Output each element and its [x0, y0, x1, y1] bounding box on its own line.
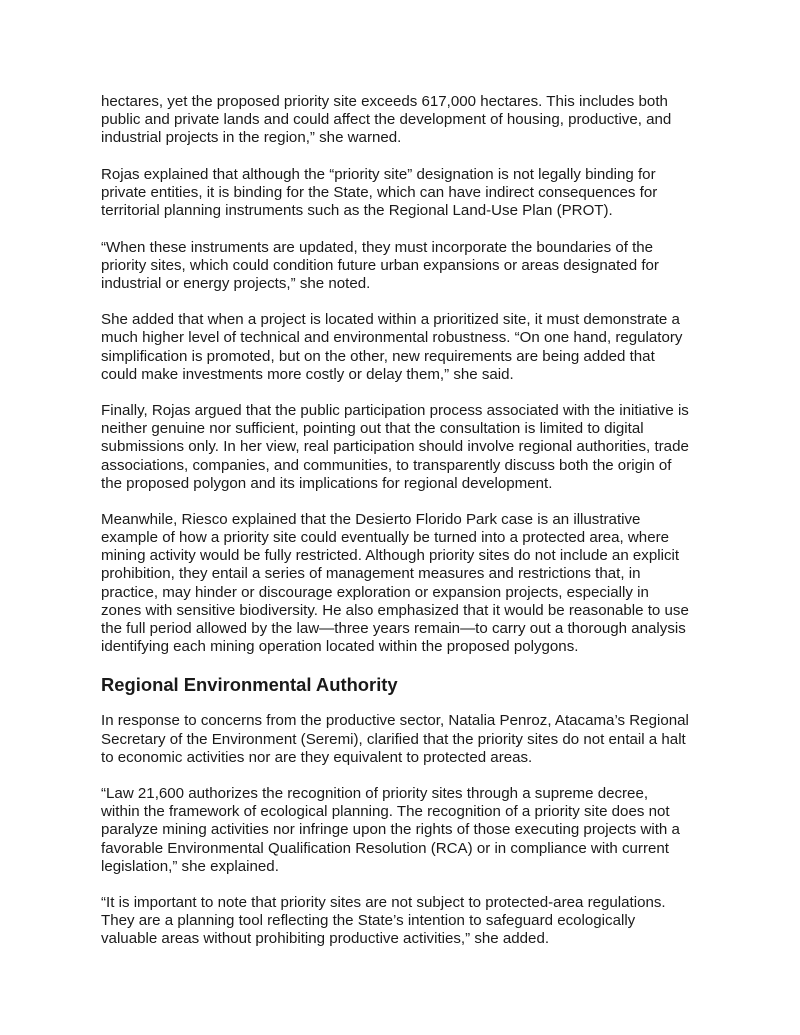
paragraph-priority-site-binding: Rojas explained that although the “priority site” designation is not legally binding for private entities, it is binding for the State, which can have indirect consequences for territorial planning instruments such as the Regional Land-Use Plan (PROT).: [101, 165, 658, 219]
paragraph-instruments-updated: “When these instruments are updated, they must incorporate the boundaries of the priority sites, which could condition future urban expansions or areas designated for industrial or energy projects,” she noted.: [101, 238, 659, 292]
paragraph-seremi-response: In response to concerns from the productive sector, Natalia Penroz, Atacama’s Regional Secretary of the Environment (Seremi), clarified that the priority sites do not entail a halt to economic activities nor are they equivalent to protected areas.: [101, 712, 689, 766]
paragraph-robustness: She added that when a project is located within a prioritized site, it must demonstrate a much higher level of technical and environmental robustness. “On one hand, regulatory simplification is promoted, but on the other, new requirements are being added that could make investments more costly or delay them,” she said.: [101, 311, 683, 383]
paragraph-public-participation: Finally, Rojas argued that the public participation process associated with the initiative is neither genuine nor sufficient, pointing out that the consultation is limited to digital submissions only. In her view, real participation should involve regional authorities, trade associations, companies, and communities, to transparently discuss both the origin of the proposed polygon and its implications for regional development.: [101, 402, 689, 492]
paragraph-desierto-florido: Meanwhile, Riesco explained that the Desierto Florido Park case is an illustrative example of how a priority site could eventually be turned into a protected area, where mining activity would be fully restricted. Although priority sites do not include an explicit prohibition, they entail a series of management measures and restrictions that, in practice, may hinder or discourage exploration or expansion projects, especially in zones with sensitive biodiversity. He also emphasized that it would be reasonable to use the full period allowed by the law—three years remain—to carry out a thorough analysis identifying each mining operation located within the proposed polygons.: [101, 511, 689, 655]
article-body: [101, 93, 713, 967]
paragraph-planning-tool: “It is important to note that priority sites are not subject to protected-area regulations. They are a planning tool reflecting the State’s intention to safeguard ecologically valuable areas without prohibiting productive activities,” she added.: [101, 894, 666, 948]
section-heading: Regional Environmental Authority: [101, 674, 398, 696]
paragraph-hectares: hectares, yet the proposed priority site exceeds 617,000 hectares. This includes both public and private lands and could affect the development of housing, productive, and industrial projects in the region,” she warned.: [101, 93, 672, 147]
paragraph-law-21600: “Law 21,600 authorizes the recognition of priority sites through a supreme decree, within the framework of ecological planning. The recognition of a priority site does not paralyze mining activities nor infringe upon the rights of those executing projects with a favorable Environmental Qualification Resolution (RCA) or in compliance with current legislation,” she explained.: [101, 785, 680, 875]
